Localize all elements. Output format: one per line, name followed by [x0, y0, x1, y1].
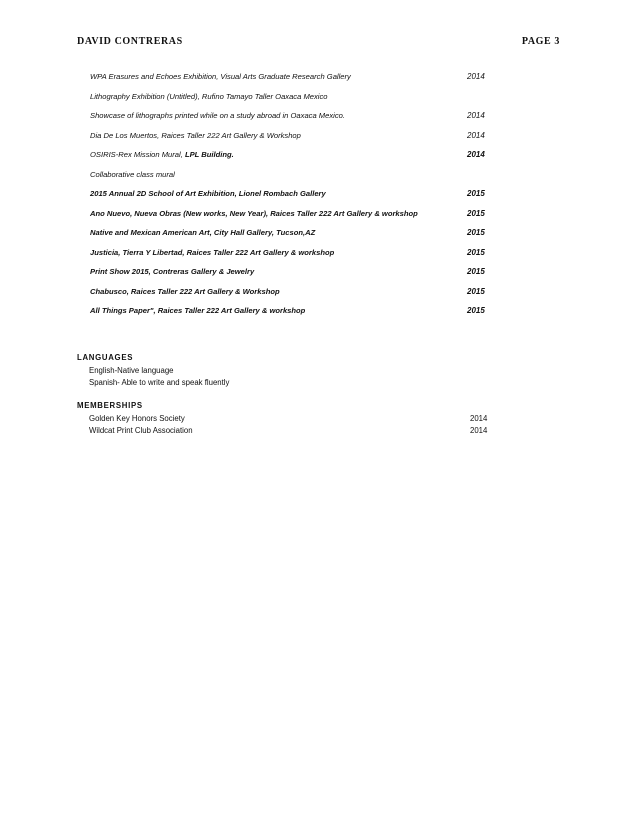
- membership-name: Wildcat Print Club Association: [89, 425, 193, 435]
- exhibition-title: WPA Erasures and Echoes Exhibition, Visual Arts Graduate Research Gallery: [90, 72, 351, 81]
- exhibition-year: 2015: [467, 247, 485, 257]
- exhibition-year: 2015: [467, 286, 485, 296]
- exhibition-row: [90, 209, 490, 229]
- exhibition-year: 2015: [467, 306, 485, 315]
- author-name: DAVID CONTRERAS: [77, 36, 183, 47]
- exhibition-row: [90, 131, 490, 151]
- exhibition-title: Showcase of lithographs printed while on a study abroad in Oaxaca Mexico.: [90, 111, 345, 120]
- exhibition-row: [90, 306, 490, 326]
- exhibition-year: 2015: [467, 267, 485, 276]
- exhibition-year: 2015: [467, 189, 485, 198]
- exhibition-title: Print Show 2015, Contreras Gallery & Jewelry: [90, 267, 255, 276]
- languages-heading: LANGUAGES: [77, 353, 134, 362]
- exhibition-title: Justicia, Tierra Y Libertad, Raices Taller 222 Art Gallery & workshop: [90, 247, 335, 257]
- exhibition-row: [90, 92, 490, 112]
- exhibition-row: [90, 189, 490, 209]
- page-header: [77, 36, 560, 50]
- exhibition-year: 2014: [467, 150, 485, 159]
- exhibition-row: [90, 111, 490, 131]
- membership-year: 2014: [470, 425, 488, 435]
- exhibition-title: Ano Nuevo, Nueva Obras (New works, New Year), Raices Taller 222 Art Gallery & workshop: [90, 208, 418, 218]
- membership-name: Golden Key Honors Society: [89, 414, 185, 423]
- exhibition-title-main: OSIRIS-Rex Mission Mural,: [90, 150, 185, 159]
- exhibition-title: All Things Paper", Raices Taller 222 Art Gallery & workshop: [90, 306, 306, 315]
- exhibition-row: [90, 228, 490, 248]
- memberships-heading: MEMBERSHIPS: [77, 401, 143, 410]
- memberships-section: [77, 401, 489, 437]
- exhibition-year: 2014: [467, 111, 485, 120]
- exhibition-row: [90, 267, 490, 287]
- membership-item: [77, 426, 489, 438]
- exhibition-row: [90, 287, 490, 307]
- exhibitions-list: [90, 72, 490, 326]
- exhibition-row: [90, 248, 490, 268]
- exhibition-title: Native and Mexican American Art, City Hall Gallery, Tucson,AZ: [90, 228, 316, 237]
- exhibition-title: Lithography Exhibition (Untitled), Rufino Tamayo Taller Oaxaca Mexico: [90, 91, 328, 101]
- page-number: PAGE 3: [521, 36, 560, 47]
- language-item: English-Native language: [89, 366, 174, 375]
- language-item: Spanish- Able to write and speak fluently: [89, 377, 230, 387]
- exhibition-title: Chabusco, Raices Taller 222 Art Gallery & Workshop: [90, 286, 280, 296]
- exhibition-row: [90, 170, 490, 190]
- exhibition-title: Collaborative class mural: [90, 169, 175, 179]
- membership-year: 2014: [470, 414, 488, 423]
- exhibition-title: Dia De Los Muertos, Raices Taller 222 Art Gallery & Workshop: [90, 130, 301, 140]
- exhibition-row: [90, 72, 490, 92]
- membership-item: [77, 414, 489, 426]
- exhibition-year: 2014: [467, 130, 485, 140]
- exhibition-year: 2015: [467, 228, 485, 237]
- exhibition-title: [90, 150, 234, 159]
- exhibition-year: 2014: [467, 72, 485, 81]
- exhibition-title-bold: LPL Building.: [184, 150, 234, 159]
- exhibition-title: 2015 Annual 2D School of Art Exhibition, Lionel Rombach Gallery: [90, 189, 326, 198]
- exhibition-year: 2015: [467, 208, 485, 218]
- exhibition-row: [90, 150, 490, 170]
- languages-section: [77, 353, 489, 389]
